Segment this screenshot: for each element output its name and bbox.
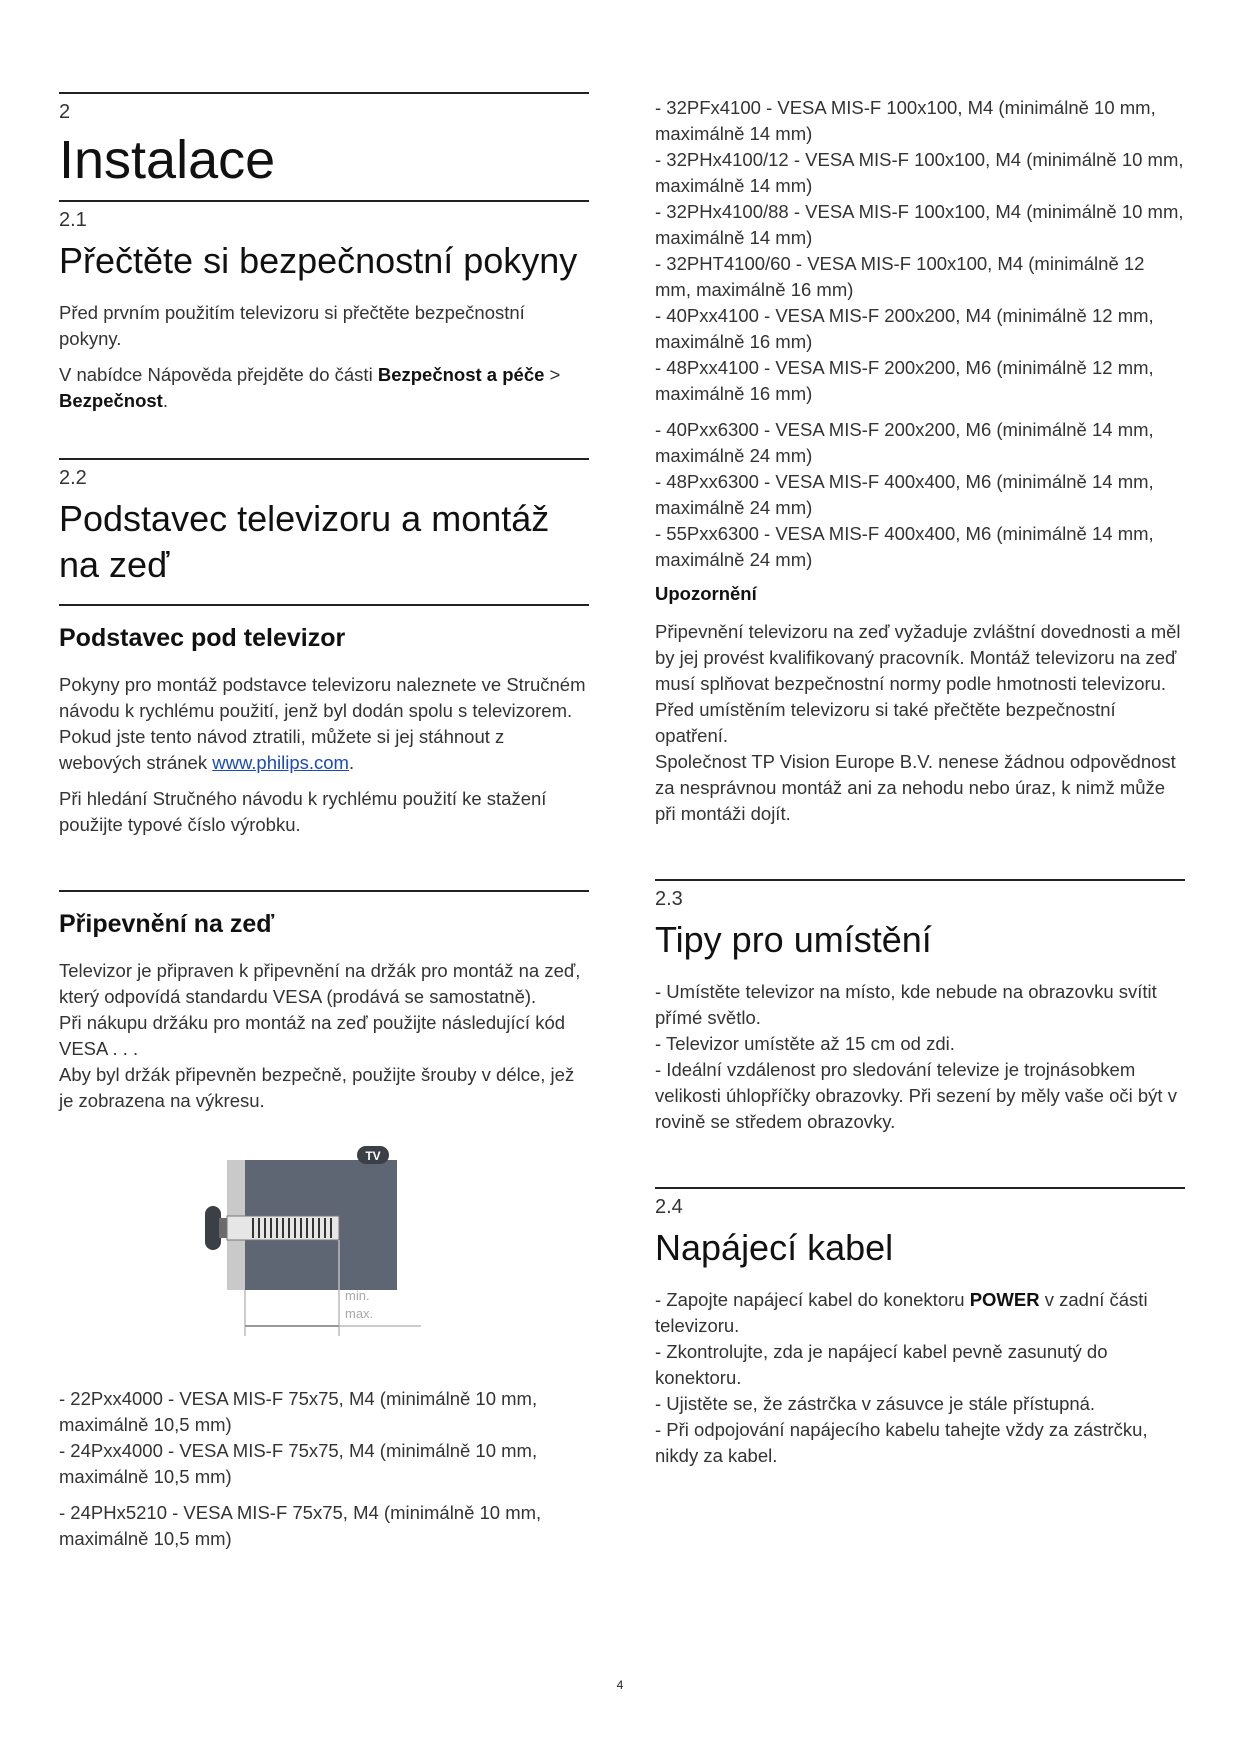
section-title: Tipy pro umístění: [655, 919, 932, 960]
warning-text: [655, 619, 1185, 827]
section-number: 2.1: [59, 209, 87, 231]
power-cable-text: [655, 1287, 1185, 1469]
text: >: [544, 364, 561, 385]
vesa-item: - 40Pxx6300 - VESA MIS-F 200x200, M6 (minimálně 14 mm, maximálně 24 mm): [655, 419, 1154, 466]
text-line: - Ujistěte se, že zástrčka v zásuvce je stále přístupná.: [655, 1393, 1096, 1414]
section-rule: [59, 604, 589, 606]
text-line: - Zkontrolujte, zda je napájecí kabel pevně zasunutý do konektoru.: [655, 1341, 1108, 1388]
section-title: Přečtěte si bezpečnostní pokyny: [59, 240, 578, 281]
page-number: 4: [616, 1678, 624, 1692]
text: V nabídce Nápověda přejděte do části: [59, 364, 378, 385]
section-number: 2.4: [655, 1196, 683, 1218]
subsection-title: Připevnění na zeď: [59, 910, 275, 938]
vesa-item: - 55Pxx6300 - VESA MIS-F 400x400, M6 (minimálně 14 mm, maximálně 24 mm): [655, 523, 1154, 570]
placement-tips: [655, 979, 1185, 1135]
text: .: [162, 390, 168, 411]
text-line: - Ideální vzdálenost pro sledování televize je trojnásobkem velikosti úhlopříčky obrazovky. Při sezení by měly vaše oči být v rovině se středem obrazovky.: [655, 1059, 1177, 1132]
connector-name: POWER: [969, 1289, 1040, 1310]
min-label: min.: [345, 1288, 370, 1303]
menu-path: Bezpečnost a péče: [377, 364, 545, 385]
text-line: - Televizor umístěte až 15 cm od zdi.: [655, 1033, 955, 1054]
tv-label: TV: [365, 1149, 381, 1163]
text: v zadní části televizoru.: [655, 1289, 1148, 1336]
screw-head: [205, 1206, 221, 1250]
text: Pokyny pro montáž podstavce televizoru naleznete ve Stručném návodu k rychlému použití, jenž byl dodán spolu s televizorem. Pokud jste tento návod ztratili, můžete si jej stáhnout z webových stránek: [59, 674, 586, 773]
warning-heading: Upozornění: [655, 583, 757, 604]
section-rule: [59, 890, 589, 892]
chapter-title: Instalace: [59, 130, 276, 190]
left-column: [59, 0, 589, 1562]
philips-link[interactable]: www.philips.com: [212, 752, 349, 773]
vesa-list: [59, 1386, 589, 1490]
text-line: - Při odpojování napájecího kabelu tahejte vždy za zástrčku, nikdy za kabel.: [655, 1419, 1148, 1466]
right-column: [655, 0, 1185, 1479]
section-rule: [59, 92, 589, 94]
section-rule: [655, 879, 1185, 881]
menu-path: Bezpečnost: [59, 390, 163, 411]
section-rule: [655, 1187, 1185, 1189]
vesa-item: - 32PHx4100/12 - VESA MIS-F 100x100, M4 (minimálně 10 mm, maximálně 14 mm): [655, 149, 1184, 196]
vesa-item: - 32PHT4100/60 - VESA MIS-F 100x100, M4 (minimálně 12 mm, maximálně 16 mm): [655, 253, 1145, 300]
text-line: Televizor je připraven k připevnění na držák pro montáž na zeď, který odpovídá standardu VESA (prodává se samostatně).: [59, 960, 581, 1007]
paragraph: Při hledání Stručného návodu k rychlému použití ke stažení použijte typové číslo výrobku.: [59, 788, 547, 835]
text-line: Aby byl držák připevněn bezpečně, použijte šrouby v délce, jež je zobrazena na výkresu.: [59, 1064, 575, 1111]
paragraph: [59, 672, 589, 776]
vesa-item: - 48Pxx4100 - VESA MIS-F 200x200, M6 (minimálně 12 mm, maximálně 16 mm): [655, 357, 1154, 404]
section-number: 2.2: [59, 467, 87, 489]
vesa-item: - 22Pxx4000 - VESA MIS-F 75x75, M4 (minimálně 10 mm, maximálně 10,5 mm): [59, 1388, 538, 1435]
text-line: Připevnění televizoru na zeď vyžaduje zvláštní dovednosti a měl by jej provést kvalifikovaný pracovník. Montáž televizoru na zeď musí splňovat bezpečnostní normy podle hmotnosti televizoru. Před umístěním televizoru si také přečtěte bezpečnostní opatření.: [655, 621, 1181, 746]
max-label: max.: [345, 1306, 374, 1321]
text-line: - Umístěte televizor na místo, kde nebude na obrazovku svítit přímé světlo.: [655, 981, 1157, 1028]
section-title: Podstavec televizoru a montáž na zeď: [59, 498, 550, 585]
screw-neck: [219, 1218, 227, 1238]
vesa-item: - 48Pxx6300 - VESA MIS-F 400x400, M6 (minimálně 14 mm, maximálně 24 mm): [655, 471, 1154, 518]
vesa-item: - 40Pxx4100 - VESA MIS-F 200x200, M4 (minimálně 12 mm, maximálně 16 mm): [655, 305, 1154, 352]
section-rule: [59, 200, 589, 202]
text-line: Společnost TP Vision Europe B.V. nenese žádnou odpovědnost za nesprávnou montáž ani za nehodu nebo úraz, k nimž může při montáži dojít.: [655, 751, 1176, 824]
text-line: [655, 1287, 1185, 1339]
wall-mount-text: [59, 958, 589, 1114]
text: - Zapojte napájecí kabel do konektoru: [655, 1289, 970, 1310]
subsection-title: Podstavec pod televizor: [59, 624, 346, 652]
section-number: 2: [59, 101, 71, 123]
section-number: 2.3: [655, 888, 683, 910]
section-rule: [59, 458, 589, 460]
text: .: [348, 752, 355, 773]
vesa-list: [655, 417, 1185, 573]
section-title: Napájecí kabel: [655, 1227, 894, 1268]
vesa-item: - 32PFx4100 - VESA MIS-F 100x100, M4 (minimálně 10 mm, maximálně 14 mm): [655, 97, 1156, 144]
vesa-item: - 24Pxx4000 - VESA MIS-F 75x75, M4 (minimálně 10 mm, maximálně 10,5 mm): [59, 1440, 538, 1487]
vesa-item: - 24PHx5210 - VESA MIS-F 75x75, M4 (minimálně 10 mm, maximálně 10,5 mm): [59, 1502, 542, 1549]
vesa-item: - 32PHx4100/88 - VESA MIS-F 100x100, M4 (minimálně 10 mm, maximálně 14 mm): [655, 201, 1184, 248]
wall-mount-diagram: [189, 1130, 509, 1370]
vesa-list: [59, 1500, 589, 1552]
paragraph: Před prvním použitím televizoru si přečtěte bezpečnostní pokyny.: [59, 302, 525, 349]
vesa-list: [655, 95, 1185, 407]
paragraph: [59, 362, 589, 414]
text-line: Při nákupu držáku pro montáž na zeď použijte následující kód VESA . . .: [59, 1012, 566, 1059]
